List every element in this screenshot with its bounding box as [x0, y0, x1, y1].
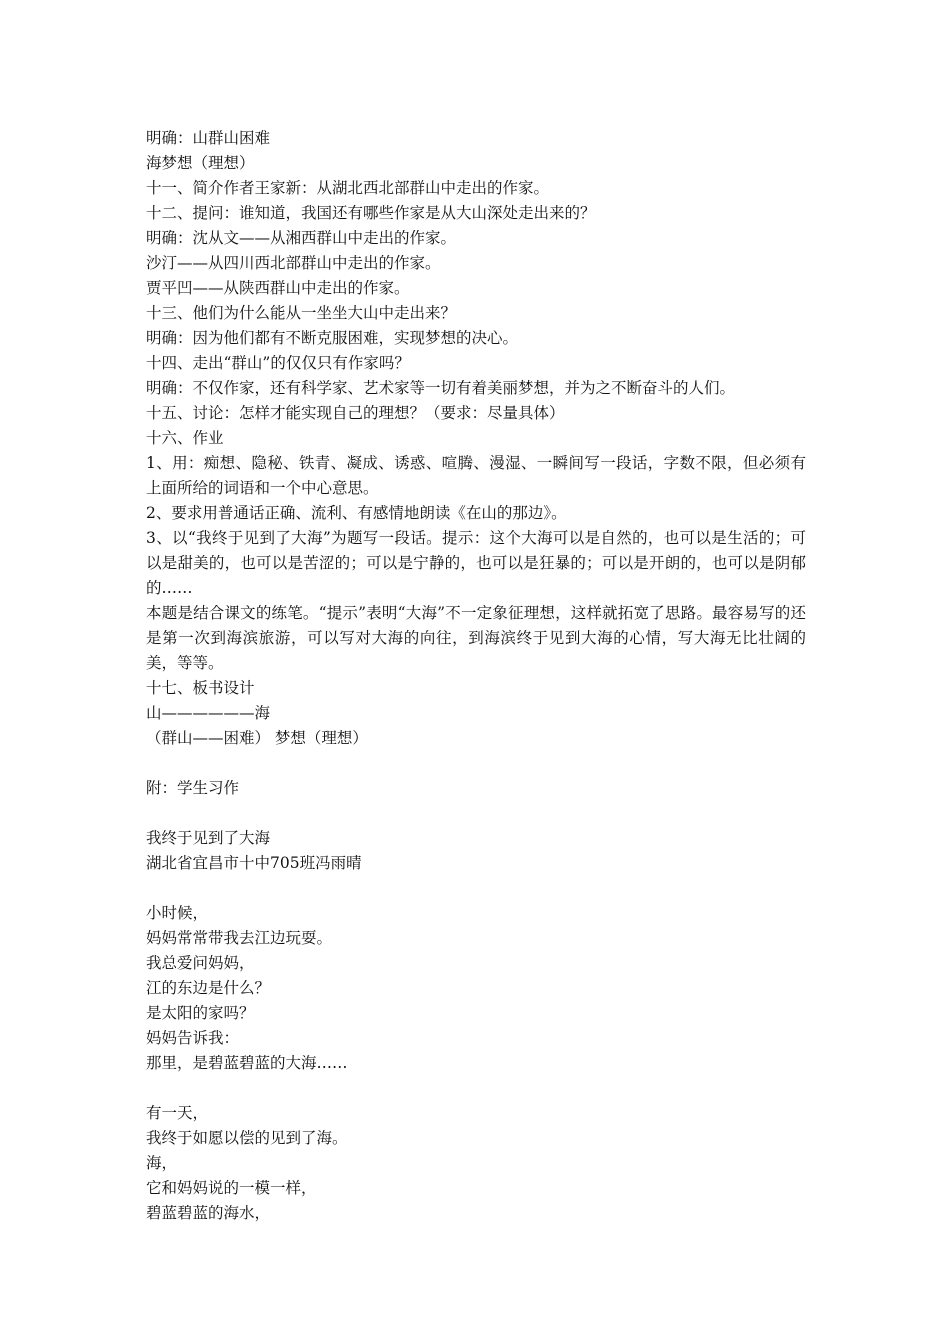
essay-title: 我终于见到了大海 — [146, 829, 271, 847]
section-heading: 十六、作业 — [146, 429, 224, 447]
section-heading: 十二、提问：谁知道，我国还有哪些作家是从大山深处走出来的？ — [146, 204, 596, 222]
poem-line: 妈妈常常带我去江边玩耍。 — [146, 929, 333, 947]
poem-line: 它和妈妈说的一模一样， — [146, 1179, 317, 1197]
section-heading: 十七、板书设计 — [146, 679, 255, 697]
section-heading: 十一、简介作者王家新：从湖北西北部群山中走出的作家。 — [146, 179, 550, 197]
text-line: 明确：不仅作家，还有科学家、艺术家等一切有着美丽梦想，并为之不断奋斗的人们。 — [146, 379, 736, 397]
homework-note: 本题是结合课文的练笔。“提示”表明“大海”不一定象征理想，这样就拓宽了思路。最容易写的还是第一次到海滨旅游，可以写对大海的向往，到海滨终于见到大海的心情，写大海无比壮阔的美，等等。 — [146, 604, 806, 672]
poem-line: 有一天， — [146, 1104, 209, 1122]
section-heading: 十三、他们为什么能从一坐坐大山中走出来？ — [146, 304, 457, 322]
poem-line: 是太阳的家吗？ — [146, 1004, 255, 1022]
appendix-heading: 附：学生习作 — [146, 779, 240, 797]
homework-item-3: 3、以“我终于见到了大海”为题写一段话。提示：这个大海可以是自然的，也可以是生活的；可以是甜美的，也可以是苦涩的；可以是宁静的，也可以是狂暴的；可以是开朗的，也可以是阴郁的…… — [146, 529, 806, 597]
poem-line: 我总爱问妈妈， — [146, 954, 255, 972]
poem-line: 妈妈告诉我： — [146, 1029, 240, 1047]
text-line: 明确：山群山困难 — [146, 129, 271, 147]
text-line: 海梦想（理想） — [146, 154, 255, 172]
poem-line: 那里，是碧蓝碧蓝的大海…… — [146, 1054, 348, 1072]
text-line: 明确：沈从文——从湘西群山中走出的作家。 — [146, 229, 457, 247]
homework-item-2: 2、要求用普通话正确、流利、有感情地朗读《在山的那边》。 — [146, 504, 567, 522]
poem-line: 海， — [146, 1154, 178, 1172]
poem-line: 江的东边是什么？ — [146, 979, 271, 997]
blank-line — [146, 751, 806, 776]
document-page — [146, 126, 806, 1226]
essay-author: 湖北省宜昌市十中705班冯雨晴 — [146, 854, 362, 872]
section-heading: 十五、讨论：怎样才能实现自己的理想？（要求：尽量具体） — [146, 404, 565, 422]
homework-item-1: 1、用：痴想、隐秘、铁青、凝成、诱惑、喧腾、漫湿、一瞬间写一段话，字数不限，但必须有上面所给的词语和一个中心意思。 — [146, 454, 806, 497]
board-design-line: 山——————海 — [146, 704, 271, 722]
board-design-line: （群山——困难） 梦想（理想） — [146, 729, 368, 747]
section-heading: 十四、走出“群山”的仅仅只有作家吗？ — [146, 354, 410, 372]
text-line: 贾平凹——从陕西群山中走出的作家。 — [146, 279, 410, 297]
blank-line — [146, 801, 806, 826]
blank-line — [146, 1076, 806, 1101]
poem-line: 小时候， — [146, 904, 209, 922]
text-line: 明确：因为他们都有不断克服困难，实现梦想的决心。 — [146, 329, 519, 347]
poem-line: 碧蓝碧蓝的海水， — [146, 1204, 271, 1222]
poem-line: 我终于如愿以偿的见到了海。 — [146, 1129, 348, 1147]
text-line: 沙汀——从四川西北部群山中走出的作家。 — [146, 254, 441, 272]
blank-line — [146, 876, 806, 901]
